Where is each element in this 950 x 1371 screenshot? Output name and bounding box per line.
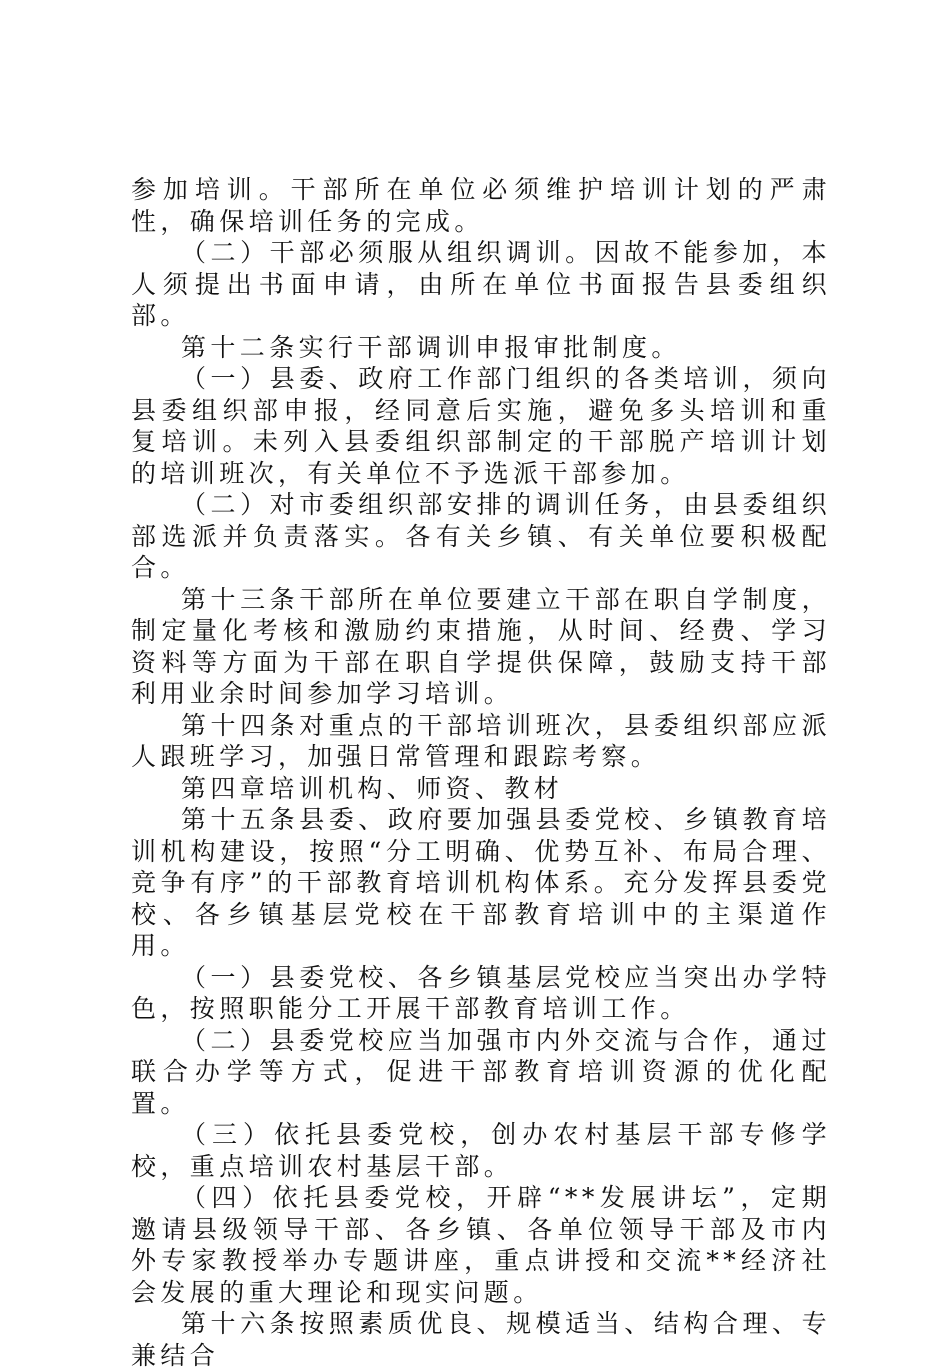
paragraph-4: （一）县委、政府工作部门组织的各类培训，须向县委组织部申报，经同意后实施，避免多头培训和重复培训。未列入县委组织部制定的干部脱产培训计划的培训班次，有关单位不予选派干部参加。 xyxy=(131,364,831,488)
chapter-heading: 第四章培训机构、师资、教材 xyxy=(181,773,564,803)
paragraph-9: 第十五条县委、政府要加强县委党校、乡镇教育培训机构建设，按照“分工明确、优势互补、布局合理、竞争有序”的干部教育培训机构体系。充分发挥县委党校、各乡镇基层党校在干部教育培训中的主渠道作用。 xyxy=(131,805,831,960)
paragraph-14: 第十六条按照素质优良、规模适当、结构合理、专兼结合 xyxy=(131,1309,831,1370)
paragraph-3: 第十二条实行干部调训申报审批制度。 xyxy=(181,332,681,362)
paragraph-11: （二）县委党校应当加强市内外交流与合作，通过联合办学等方式，促进干部教育培训资源的优化配置。 xyxy=(131,1025,831,1118)
paragraph-12: （三）依托县委党校，创办农村基层干部专修学校，重点培训农村基层干部。 xyxy=(131,1120,831,1181)
document-body xyxy=(131,174,831,1371)
paragraph-10: （一）县委党校、各乡镇基层党校应当突出办学特色，按照职能分工开展干部教育培训工作。 xyxy=(131,962,831,1023)
paragraph-5: （二）对市委组织部安排的调训任务，由县委组织部选派并负责落实。各有关乡镇、有关单位要积极配合。 xyxy=(131,490,831,582)
paragraph-2: （二）干部必须服从组织调训。因故不能参加，本人须提出书面申请，由所在单位书面报告县委组织部。 xyxy=(131,238,831,330)
paragraph-1: 参加培训。干部所在单位必须维护培训计划的严肃性，确保培训任务的完成。 xyxy=(131,175,831,236)
paragraph-13: （四）依托县委党校，开辟“**发展讲坛”，定期邀请县级领导干部、各乡镇、各单位领导干部及市内外专家教授举办专题讲座，重点讲授和交流**经济社会发展的重大理论和现实问题。 xyxy=(131,1183,831,1307)
paragraph-6: 第十三条干部所在单位要建立干部在职自学制度，制定量化考核和激励约束措施，从时间、经费、学习资料等方面为干部在职自学提供保障，鼓励支持干部利用业余时间参加学习培训。 xyxy=(131,584,831,708)
paragraph-7: 第十四条对重点的干部培训班次，县委组织部应派人跟班学习，加强日常管理和跟踪考察。 xyxy=(131,710,831,771)
